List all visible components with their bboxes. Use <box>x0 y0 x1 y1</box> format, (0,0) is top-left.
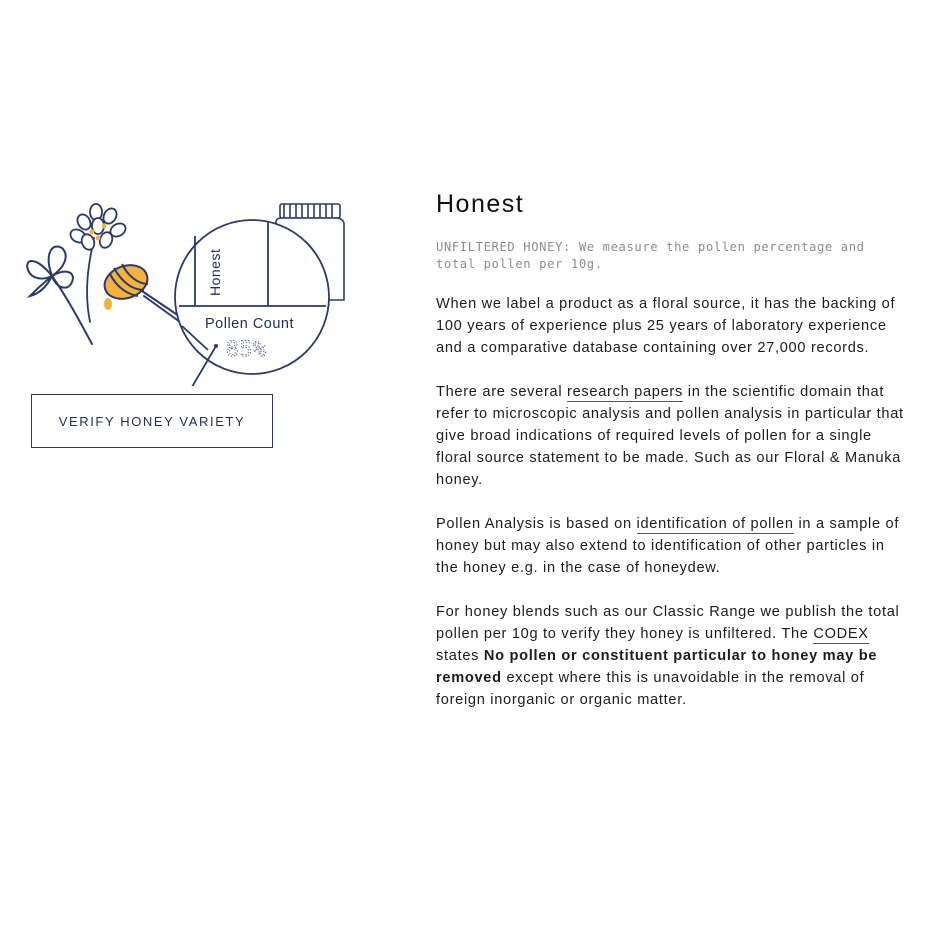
paragraph-pollen-analysis <box>436 513 906 579</box>
honey-illustration <box>22 196 372 386</box>
clover-flower-icon <box>68 204 128 322</box>
verify-honey-variety-button[interactable] <box>31 394 273 448</box>
text: Pollen Analysis is based on <box>436 516 637 532</box>
text: in a sample of honey but may also extend to identification of other particles in the honey e.g. in the case of honeydew. <box>436 516 900 576</box>
pollen-count-label: Pollen Count <box>205 316 295 332</box>
honest-vertical-label: Honest <box>207 248 223 296</box>
text: There are several <box>436 384 568 400</box>
page-title: Honest <box>436 190 525 218</box>
pollen-count-value: 85% <box>226 337 267 361</box>
identification-of-pollen-link[interactable]: identification of pollen <box>636 516 794 532</box>
text: in the scientific domain that refer to microscopic analysis and pollen analysis in particular that give broad indications of required levels of pollen for a single floral source statement to be made. Such as our Floral & Manuka honey. <box>436 384 904 488</box>
clover-leaf-icon <box>27 246 92 344</box>
subtitle: UNFILTERED HONEY: We measure the pollen percentage and total pollen per 10g. <box>436 240 865 271</box>
text: states <box>436 648 484 664</box>
paragraph-honey-blends <box>436 601 906 711</box>
paragraph-floral-source: When we label a product as a floral source, it has the backing of 100 years of experience plus 25 years of laboratory experience and a comparative database containing over 27,000 records. <box>436 296 896 356</box>
text: except where this is unavoidable in the removal of foreign inorganic or organic matter. <box>436 670 865 708</box>
honey-dipper-icon <box>100 259 182 322</box>
codex-quote: No pollen or constituent particular to honey may be removed <box>436 648 878 686</box>
paragraph-research <box>436 381 906 491</box>
research-papers-link[interactable]: research papers <box>567 384 683 400</box>
codex-link[interactable]: CODEX <box>813 626 869 642</box>
text: For honey blends such as our Classic Range we publish the total pollen per 10g to verify they honey is unfiltered. The <box>436 604 900 642</box>
content-column <box>436 190 906 733</box>
verify-button-label: VERIFY HONEY VARIETY <box>58 413 246 429</box>
magnifier-lens <box>175 220 329 386</box>
